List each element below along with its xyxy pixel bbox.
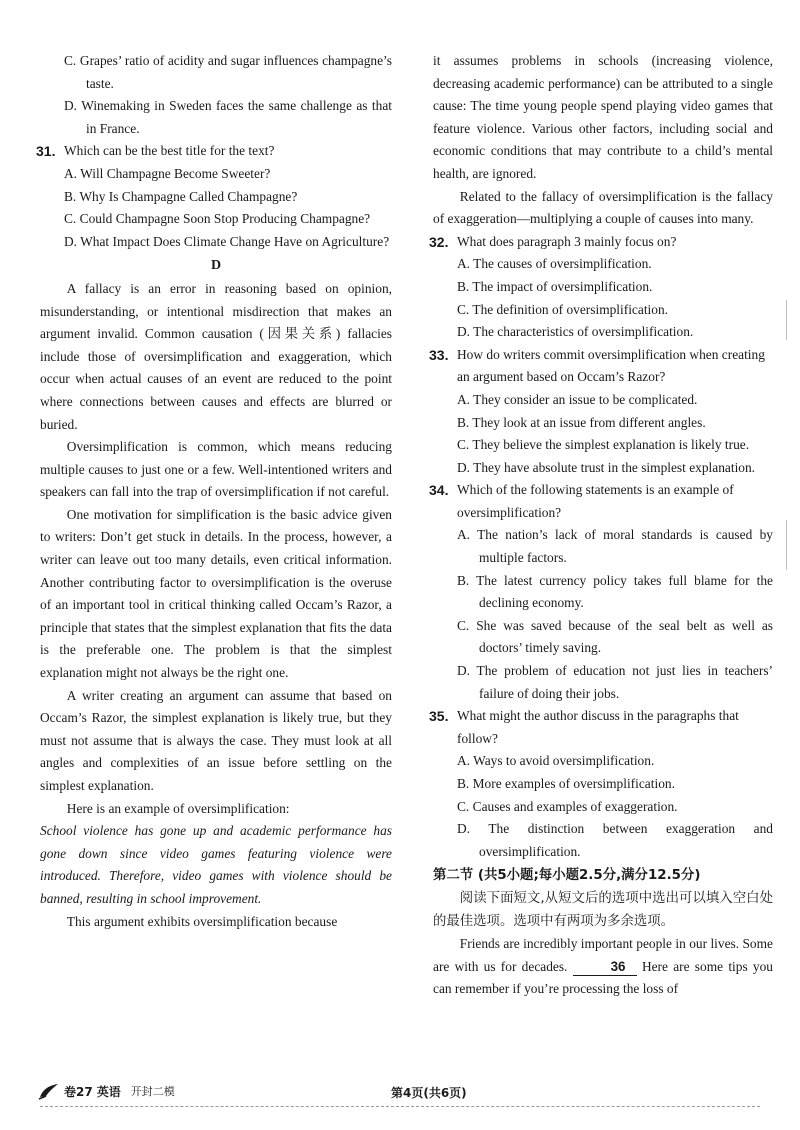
question-34 <box>429 479 773 524</box>
q34-option-a: A. The nation’s lack of moral standards is caused by multiple factors. <box>457 527 773 566</box>
passage-paragraph-4: A writer creating an argument can assume that based on Occam’s Razor, the simplest explanation is likely true, but they must not assume that is always the case. They must look at all angles and complexities of an issue before settling on the simplest explanation. <box>40 687 392 793</box>
page-footer <box>38 1082 778 1104</box>
passage-paragraph-3: One motivation for simplification is the basic advice given to writers: Don’t get stuck in details. In the process, however, a writer can leave out too many details, even critical information. Another contributing factor to oversimplification is the overuse of an important tool in critical thinking called Occam’s Razor, a principle that states that the simplest explanation that fits the data is the preferable one. The problem is that the simplest explanation might not always be the right one. <box>40 506 392 681</box>
q33-option-d: D. They have absolute trust in the simplest explanation. <box>457 459 756 475</box>
question-number: 34. <box>429 482 449 499</box>
q34-option-b: B. The latest currency policy takes full blame for the declining economy. <box>457 572 773 611</box>
footer-subject: 英语 <box>96 1084 121 1099</box>
q33-option-b: B. They look at an issue from different angles. <box>457 414 706 430</box>
page-number: 第4页(共6页) <box>391 1086 467 1100</box>
italic-example: School violence has gone up and academic performance has gone down since video games featuring violence were introduced. Therefore, video games with violence should be banned, resulting in school improvement. <box>40 823 392 906</box>
q35-option-c: C. Causes and examples of exaggeration. <box>457 798 678 814</box>
passage-paragraph-1: A fallacy is an error in reasoning based on opinion, misunderstanding, or intentional misdirection that makes an argument invalid. Common causation (因果关系) fallacies include those of oversimplification and exaggeration, which occur when actual causes of an event are reduced to the point where connections between causes and effects are blurred or buried. <box>40 280 392 432</box>
footer-volume: 卷27 <box>64 1084 93 1099</box>
question-32 <box>429 231 773 254</box>
footer-exam: 开封二模 <box>130 1085 175 1098</box>
q31-option-b: B. Why Is Champagne Called Champagne? <box>64 188 298 204</box>
scan-edge-mark <box>786 300 787 340</box>
question-stem: Which of the following statements is an example of oversimplification? <box>457 482 734 520</box>
q32-option-d: D. The characteristics of oversimplification. <box>457 324 694 340</box>
passage-continuation: it assumes problems in schools (increasing violence, decreasing academic performance) can be attributed to a single cause: The time young people spend playing video games that feature violence. Various other factors, including social and economic conditions that may contribute to a child’s mental health, are ignored. <box>433 53 773 181</box>
q33-option-c: C. They believe the simplest explanation is likely true. <box>457 437 750 453</box>
cloze-passage: Friends are incredibly important people in our lives. Some are with us for decades. 36 Here are some tips you can remember if you’re processing the loss of <box>433 936 774 997</box>
q32-option-a: A. The causes of oversimplification. <box>457 256 652 272</box>
footer-divider <box>40 1106 760 1107</box>
q33-option-a: A. They consider an issue to be complicated. <box>457 391 698 407</box>
question-31 <box>36 140 392 163</box>
pen-logo-icon <box>38 1082 60 1100</box>
q30-option-d: D. Winemaking in Sweden faces the same challenge as that in France. <box>64 98 392 136</box>
q31-option-a: A. Will Champagne Become Sweeter? <box>64 165 271 181</box>
q34-option-d: D. The problem of education not just lies in teachers’ failure of doing their jobs. <box>457 663 774 701</box>
question-number: 33. <box>429 346 449 363</box>
q32-option-b: B. The impact of oversimplification. <box>457 278 653 294</box>
q32-option-c: C. The definition of oversimplification. <box>457 301 668 317</box>
section-2-instructions: 阅读下面短文,从短文后的选项中选出可以填入空白处的最佳选项。选项中有两项为多余选项。 <box>433 890 773 929</box>
passage-paragraph-exaggeration: Related to the fallacy of oversimplification is the fallacy of exaggeration—multiplying a couple of causes into many. <box>433 188 773 227</box>
question-35 <box>429 705 773 750</box>
q31-option-d: D. What Impact Does Climate Change Have on Agriculture? <box>64 233 390 249</box>
left-column <box>36 50 392 933</box>
question-number: 31. <box>36 143 56 160</box>
q31-option-c: C. Could Champagne Soon Stop Producing Champagne? <box>64 211 371 227</box>
question-stem: What does paragraph 3 mainly focus on? <box>457 233 677 249</box>
question-number: 32. <box>429 233 449 250</box>
question-33 <box>429 344 773 389</box>
q34-option-c: C. She was saved because of the seal belt as well as doctors’ timely saving. <box>457 617 773 656</box>
footer-left <box>38 1082 175 1100</box>
blank-36[interactable]: 36 <box>573 959 637 976</box>
q30-option-c: C. Grapes’ ratio of acidity and sugar influences champagne’s taste. <box>64 53 392 91</box>
section-letter: D <box>210 258 222 274</box>
question-number: 35. <box>429 708 449 725</box>
q35-option-b: B. More examples of oversimplification. <box>457 776 675 791</box>
section-2-heading: 第二节 (共5小题;每小题2.5分,满分12.5分) <box>433 868 701 884</box>
question-stem: Which can be the best title for the text? <box>64 143 275 159</box>
right-column <box>429 50 774 1001</box>
passage-paragraph-2: Oversimplification is common, which means reducing multiple causes to just one or a few. Well-intentioned writers and speakers can fall into the trap of oversimplification if not careful. <box>40 439 392 500</box>
scan-edge-mark <box>786 520 787 570</box>
passage-paragraph-6: This argument exhibits oversimplification because <box>66 913 338 929</box>
passage-paragraph-5: Here is an example of oversimplification: <box>66 800 290 816</box>
q35-option-a: A. Ways to avoid oversimplification. <box>457 753 655 769</box>
question-stem: What might the author discuss in the paragraphs that follow? <box>457 708 739 746</box>
question-stem: How do writers commit oversimplification when creating an argument based on Occam’s Razor? <box>457 346 765 385</box>
q35-option-d: D. The distinction between exaggeration and oversimplification. <box>457 821 773 859</box>
